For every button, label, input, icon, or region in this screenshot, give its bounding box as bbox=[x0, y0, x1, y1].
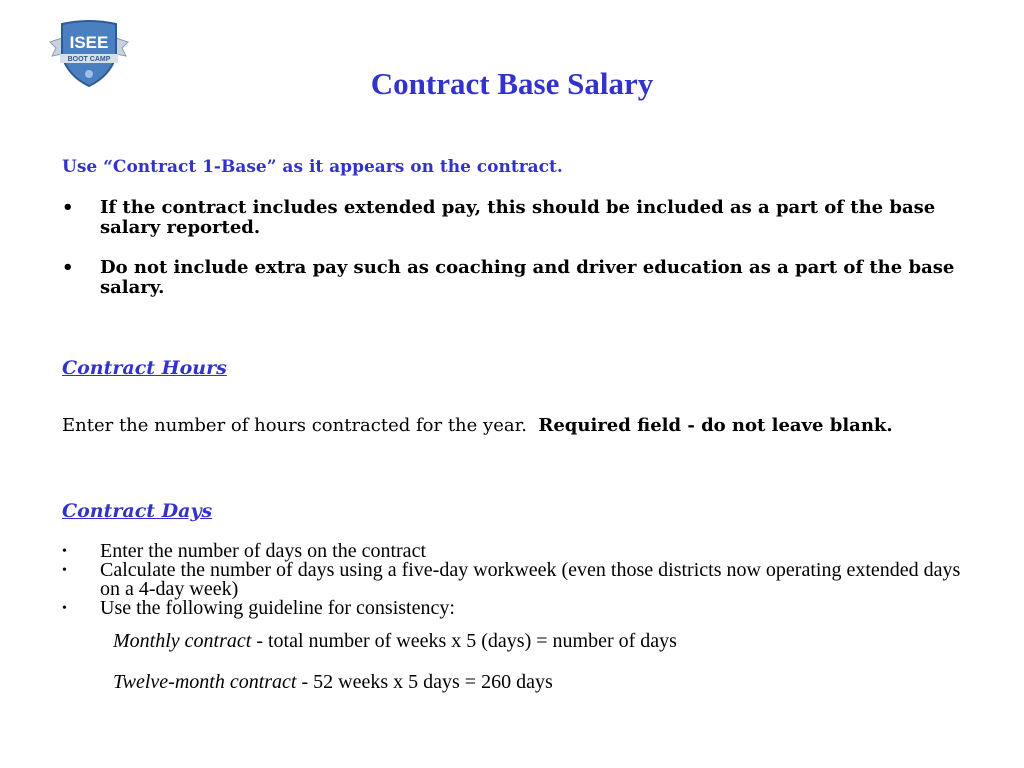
hours-text: Enter the number of hours contracted for the year. bbox=[62, 415, 527, 436]
bullet-icon: • bbox=[62, 544, 67, 559]
list-item bbox=[62, 599, 962, 618]
guideline-monthly-label: Monthly contract bbox=[113, 630, 252, 652]
bullet-icon: • bbox=[62, 197, 74, 218]
contract-hours-link[interactable]: Contract Hours bbox=[62, 357, 227, 379]
guideline-twelve-month bbox=[113, 671, 553, 694]
page-title: Contract Base Salary bbox=[370, 66, 654, 101]
days-bullet-3: Use the following guideline for consistency: bbox=[100, 597, 455, 619]
guideline-monthly bbox=[113, 630, 677, 653]
contract-hours-description bbox=[62, 412, 962, 440]
guideline-twelve-month-text: - 52 weeks x 5 days = 260 days bbox=[296, 671, 553, 693]
guideline-monthly-text: - total number of weeks x 5 (days) = number of days bbox=[251, 630, 677, 652]
list-item bbox=[62, 561, 962, 599]
days-bullet-1: Enter the number of days on the contract bbox=[100, 540, 426, 562]
contract-days-link[interactable]: Contract Days bbox=[62, 500, 213, 522]
logo-text-isee: ISEE bbox=[69, 33, 109, 52]
bullet-icon: • bbox=[62, 601, 67, 616]
list-item bbox=[62, 198, 962, 238]
required-field-note: Required field - do not leave blank. bbox=[538, 415, 893, 436]
base-salary-bullet-2: Do not include extra pay such as coaching and driver education as a part of the base salary. bbox=[100, 257, 955, 298]
bullet-icon: • bbox=[62, 563, 67, 578]
bullet-icon: • bbox=[62, 257, 74, 278]
guideline-twelve-month-label: Twelve-month contract bbox=[113, 671, 297, 693]
base-salary-intro: Use “Contract 1-Base” as it appears on the contract. bbox=[62, 157, 563, 177]
days-bullet-2: Calculate the number of days using a five-day workweek (even those districts now operating extended days on a 4-day week) bbox=[100, 559, 961, 600]
list-item bbox=[62, 258, 962, 298]
base-salary-bullets bbox=[62, 198, 962, 318]
contract-days-bullets bbox=[62, 542, 962, 618]
logo-text-boot-camp: BOOT CAMP bbox=[67, 56, 111, 63]
base-salary-bullet-1: If the contract includes extended pay, this should be included as a part of the base salary reported. bbox=[100, 197, 936, 238]
